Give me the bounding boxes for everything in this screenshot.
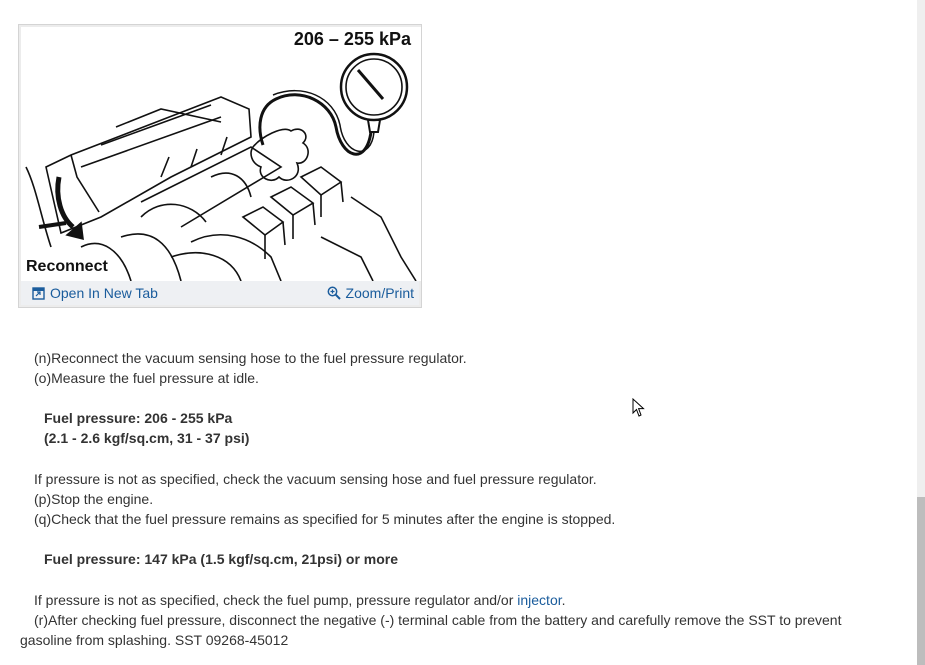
step-n: (n)Reconnect the vacuum sensing hose to the fuel pressure regulator. (34, 350, 467, 366)
mouse-cursor-icon (632, 398, 646, 418)
scrollbar-thumb[interactable] (917, 497, 925, 665)
step-r-continued: gasoline from splashing. SST 09268-45012 (20, 632, 289, 648)
check-vacuum-hose-note: If pressure is not as specified, check the vacuum sensing hose and fuel pressure regulator. (34, 471, 597, 487)
open-in-new-tab-link[interactable] (32, 285, 158, 301)
step-r: (r)After checking fuel pressure, disconnect the negative (-) terminal cable from the battery and carefully remove the SST to prevent (34, 612, 842, 628)
check-fuel-pump-period: . (561, 592, 566, 608)
zoom-print-label: Zoom/Print (345, 285, 414, 301)
spec-fuel-pressure-idle-units: (2.1 - 2.6 kgf/sq.cm, 31 - 37 psi) (44, 430, 250, 446)
zoom-icon (327, 286, 341, 300)
injector-link[interactable]: injector (517, 592, 562, 608)
procedure-text (20, 348, 900, 650)
step-o: (o)Measure the fuel pressure at idle. (34, 370, 259, 386)
spec-fuel-pressure-idle: Fuel pressure: 206 - 255 kPa (44, 410, 233, 426)
reconnect-label: Reconnect (26, 258, 108, 275)
spec-fuel-pressure-hold: Fuel pressure: 147 kPa (1.5 kgf/sq.cm, 21psi) or more (44, 551, 399, 567)
check-fuel-pump-text: If pressure is not as specified, check the fuel pump, pressure regulator and/or (34, 592, 518, 608)
step-p: (p)Stop the engine. (34, 491, 154, 507)
zoom-print-link[interactable] (327, 285, 414, 301)
engine-diagram[interactable] (21, 27, 421, 281)
figure-toolbar (21, 281, 419, 305)
pressure-range-label: 206 – 255 kPa (293, 29, 411, 49)
open-in-new-tab-label: Open In New Tab (50, 285, 158, 301)
figure-panel (18, 24, 422, 308)
vertical-scrollbar[interactable] (917, 0, 925, 665)
check-fuel-pump-note (20, 590, 900, 610)
engine-line-drawing (21, 27, 421, 281)
step-q: (q)Check that the fuel pressure remains as specified for 5 minutes after the engine is stopped. (34, 511, 616, 527)
new-tab-icon (32, 287, 45, 300)
